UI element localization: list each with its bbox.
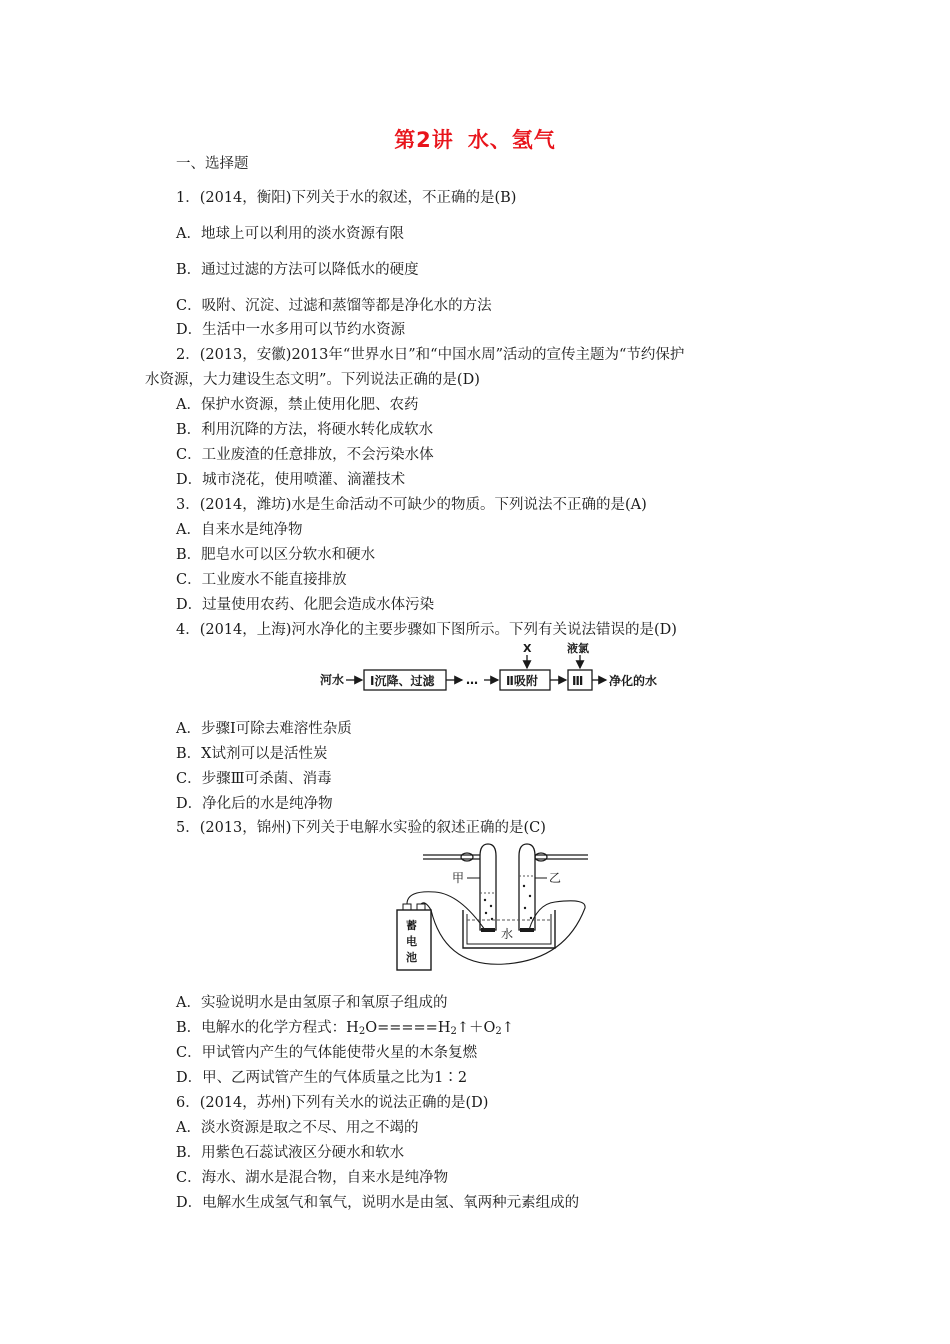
flow-step1-label: Ⅰ沉降、过滤 <box>370 674 435 688</box>
q4-option-c: C．步骤Ⅲ可杀菌、消毒 <box>176 771 332 787</box>
flow-reagent-chlorine: 液氯 <box>567 642 589 655</box>
electrolysis-apparatus-figure <box>385 838 590 973</box>
q6-option-d: D．电解水生成氢气和氧气，说明水是由氢、氧两种元素组成的 <box>176 1195 580 1211</box>
flow-result-label: 净化的水 <box>609 674 658 688</box>
battery-terminal-negative <box>403 904 411 910</box>
tube-left-label: 甲 <box>452 871 465 885</box>
q2-option-a: A．保护水资源，禁止使用化肥、农药 <box>176 397 419 413</box>
q1-stem: 1．(2014，衡阳)下列关于水的叙述，不正确的是(B) <box>176 190 517 206</box>
flow-step3-label: Ⅲ <box>572 674 584 688</box>
q4-option-d: D．净化后的水是纯净物 <box>176 796 333 812</box>
q5-stem: 5．(2013，锦州)下列关于电解水实验的叙述正确的是(C) <box>176 820 546 836</box>
left-test-tube <box>480 844 496 930</box>
right-test-tube <box>519 844 535 930</box>
q2-option-b: B．利用沉降的方法，将硬水转化成软水 <box>176 422 434 438</box>
q5-option-a: A．实验说明水是由氢原子和氧原子组成的 <box>176 995 448 1011</box>
q2-stem-line2: 水资源，大力建设生态文明”。下列说法正确的是(D) <box>145 372 480 388</box>
q3-option-c: C．工业废水不能直接排放 <box>176 572 347 588</box>
q5-option-b: B．电解水的化学方程式：H2O=====H2↑＋O2↑ <box>176 1020 514 1037</box>
lesson-topic: 水、氢气 <box>467 128 556 152</box>
q3-option-a: A．自来水是纯净物 <box>176 522 303 538</box>
q2-option-c: C．工业废渣的任意排放，不会污染水体 <box>176 447 434 463</box>
tube-right-label: 乙 <box>549 871 562 885</box>
q5-option-c: C．甲试管内产生的气体能使带火星的木条复燃 <box>176 1045 478 1061</box>
q2-option-d: D．城市浇花，使用喷灌、滴灌技术 <box>176 472 406 488</box>
q6-option-a: A．淡水资源是取之不尽、用之不竭的 <box>176 1120 419 1136</box>
flow-river-label: 河水 <box>320 673 345 687</box>
water-purification-flow-diagram <box>318 640 668 698</box>
q5-option-d: D．甲、乙两试管产生的气体质量之比为1∶2 <box>176 1070 468 1086</box>
right-valve-icon <box>535 853 547 861</box>
right-electrode <box>520 928 534 932</box>
flow-reagent-x: X <box>523 642 532 655</box>
q3-option-d: D．过量使用农药、化肥会造成水体污染 <box>176 597 435 613</box>
battery-terminal-positive <box>417 904 425 910</box>
q6-option-c: C．海水、湖水是混合物，自来水是纯净物 <box>176 1170 449 1186</box>
flow-dots: … <box>466 673 478 687</box>
page-title <box>0 124 950 154</box>
battery-label-1: 蓄 <box>406 919 417 932</box>
q1-option-a: A．地球上可以利用的淡水资源有限 <box>176 226 404 242</box>
q3-option-b: B．肥皂水可以区分软水和硬水 <box>176 547 376 563</box>
q4-option-b: B．X试剂可以是活性炭 <box>176 746 328 762</box>
q2-stem-line1: 2．(2013，安徽)2013年“世界水日”和“中国水周”活动的宣传主题为“节约保护 <box>176 347 685 363</box>
section-heading: 一、选择题 <box>176 156 249 172</box>
battery-label-2: 电 <box>406 935 417 948</box>
water-label: 水 <box>501 927 514 941</box>
wire-left <box>407 892 485 930</box>
q6-stem: 6．(2014，苏州)下列有关水的说法正确的是(D) <box>176 1095 489 1111</box>
q1-option-b: B．通过过滤的方法可以降低水的硬度 <box>176 262 419 278</box>
left-electrode <box>481 928 495 932</box>
q1-option-c: C．吸附、沉淀、过滤和蒸馏等都是净化水的方法 <box>176 298 492 314</box>
q4-option-a: A．步骤Ⅰ可除去难溶性杂质 <box>176 721 352 737</box>
lesson-number: 第2讲 <box>394 128 454 152</box>
q3-stem: 3．(2014，潍坊)水是生命活动不可缺少的物质。下列说法不正确的是(A) <box>176 497 647 513</box>
q4-stem: 4．(2014，上海)河水净化的主要步骤如下图所示。下列有关说法错误的是(D) <box>176 622 677 638</box>
q6-option-b: B．用紫色石蕊试液区分硬水和软水 <box>176 1145 405 1161</box>
q1-option-d: D．生活中一水多用可以节约水资源 <box>176 322 406 338</box>
battery-label-3: 池 <box>406 951 417 964</box>
flow-step2-label: Ⅱ吸附 <box>506 674 538 688</box>
left-valve-icon <box>461 853 473 861</box>
